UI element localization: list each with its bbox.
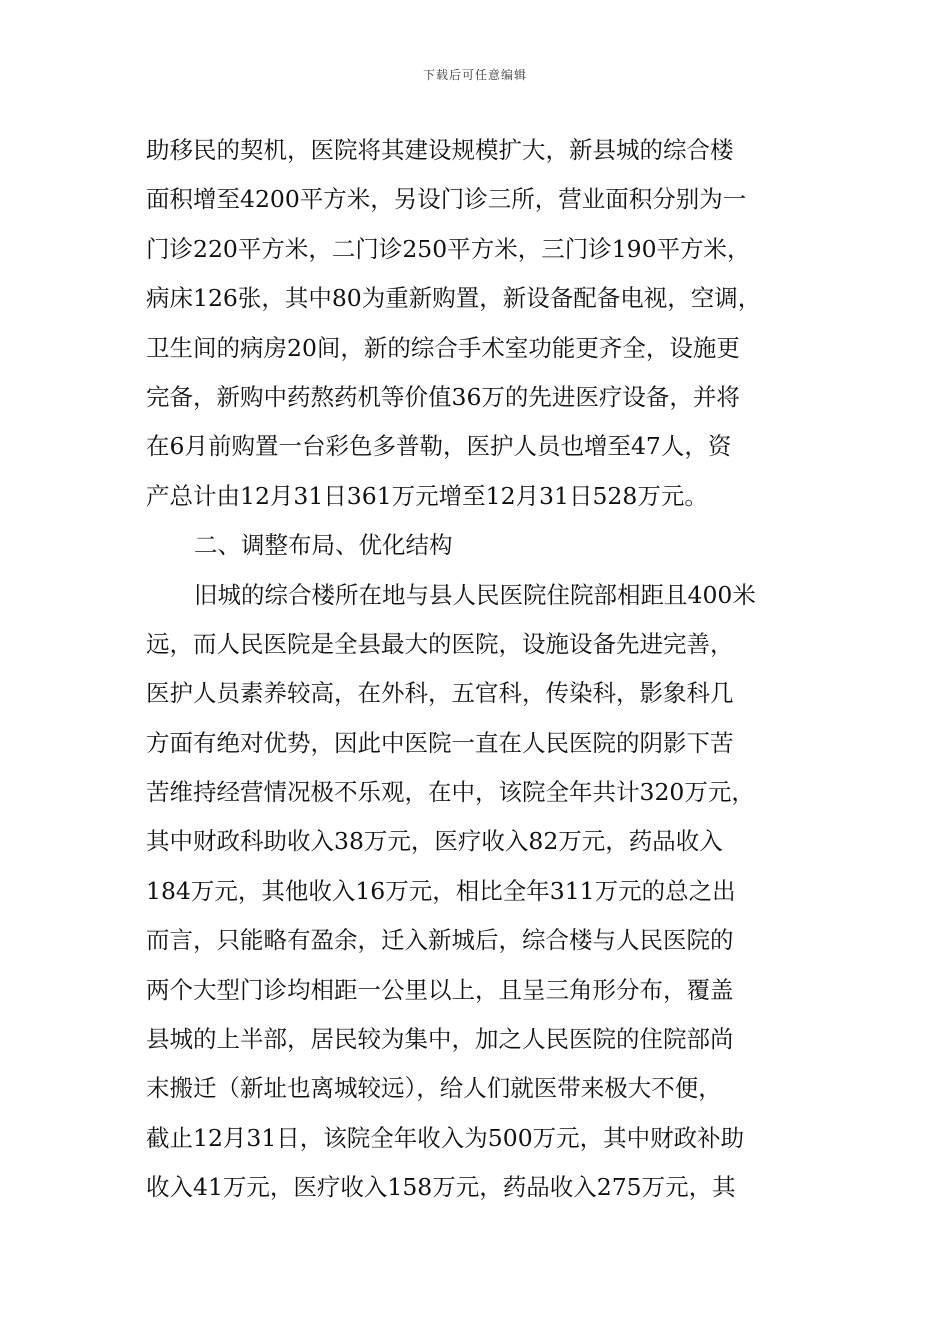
text-line: 面积增至4200平方米，另设门诊三所，营业面积分别为一 xyxy=(146,185,747,214)
document-body xyxy=(146,126,816,1213)
text-line: 其中财政科助收入38万元，医疗收入82万元，药品收入 xyxy=(146,827,723,856)
text-line: 助移民的契机，医院将其建设规模扩大，新县城的综合楼 xyxy=(146,136,734,164)
text-line: 远，而人民医院是全县最大的医院，设施设备先进完善， xyxy=(146,629,734,658)
text-line: 184万元，其他收入16万元，相比全年311万元的总之出 xyxy=(146,876,736,905)
text-line: 县城的上半部，居民较为集中，加之人民医院的住院部尚 xyxy=(146,1025,734,1054)
text-line: 卫生间的病房20间，新的综合手术室功能更齐全，设施更 xyxy=(146,333,740,362)
text-line: 末搬迁（新址也离城较远），给人们就医带来极大不便， xyxy=(146,1074,722,1103)
text-line: 两个大型门诊均相距一公里以上，且呈三角形分布，覆盖 xyxy=(146,975,734,1004)
text-line: 截止12月31日，该院全年收入为500万元，其中财政补助 xyxy=(146,1123,745,1152)
text-line: 方面有绝对优势，因此中医院一直在人民医院的阴影下苦 xyxy=(146,728,734,757)
text-line: 产总计由12月31日361万元增至12月31日528万元。 xyxy=(146,481,708,510)
text-line: 完备，新购中药熬药机等价值36万的先进医疗设备，并将 xyxy=(146,382,740,411)
text-line: 收入41万元，医疗收入158万元，药品收入275万元，其 xyxy=(146,1173,736,1202)
text-line: 而言，只能略有盈余，迁入新城后，综合楼与人民医院的 xyxy=(146,926,734,955)
paragraph-first-line: 旧城的综合楼所在地与县人民医院住院部相距且400米 xyxy=(194,580,756,609)
text-line: 门诊220平方米，二门诊250平方米，三门诊190平方米， xyxy=(146,234,751,263)
text-line: 医护人员素养较高，在外科，五官科，传染科，影象科几 xyxy=(146,679,734,708)
page-header: 下载后可任意编辑 xyxy=(422,68,527,82)
text-line: 在6月前购置一台彩色多普勒，医护人员也增至47人，资 xyxy=(146,432,732,461)
section-heading: 二、调整布局、优化结构 xyxy=(194,531,453,560)
text-line: 病床126张，其中80为重新购置，新设备配备电视，空调， xyxy=(146,284,762,313)
text-line: 苦维持经营情况极不乐观，在中，该院全年共计320万元， xyxy=(146,778,755,807)
